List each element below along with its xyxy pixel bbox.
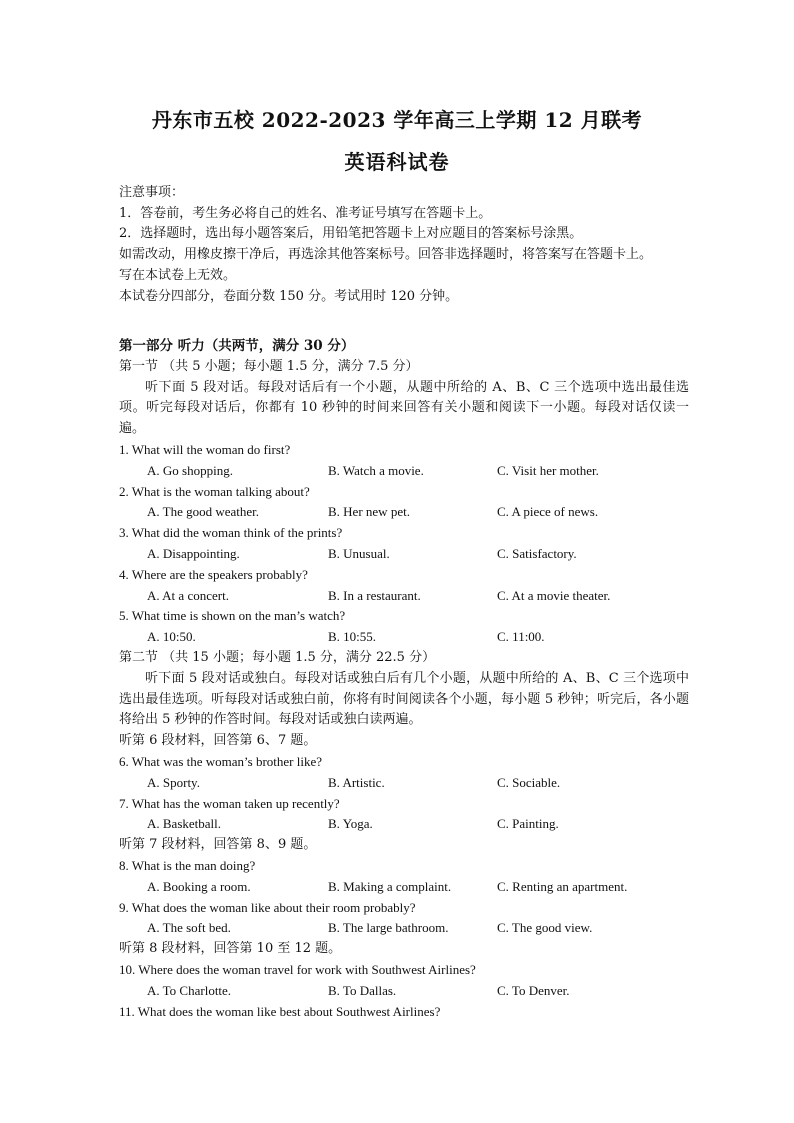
option-b: B. Yoga. (328, 816, 373, 832)
option-a: A. To Charlotte. (147, 982, 232, 998)
option-c: C. Renting an apartment. (497, 878, 628, 894)
section1-heading: 第一节 （共 5 小题；每小题 1.5 分，满分 7.5 分） (119, 358, 419, 374)
option-b: B. The large bathroom. (328, 920, 449, 936)
section2-instructions: 听下面 5 段对话或独白。每段对话或独白后有几个小题，从题中所给的 A、B、C 三个选项中选出最佳选项。听每段对话或独白前，你将有时间阅读各个小题，每小题 5 秒钟；听完后，各小题将给出 5 秒钟的作答时间。每段对话或独白读两遍。 (119, 670, 689, 728)
answer-options (119, 586, 689, 607)
option-c: C. 11:00. (497, 629, 545, 645)
notes-line: 1．答卷前，考生务必将自己的姓名、准考证号填写在答题卡上。 (119, 205, 492, 221)
notes-line: 2．选择题时，选出每小题答案后，用铅笔把答题卡上对应题目的答案标号涂黑。 (119, 226, 583, 242)
option-a: A. At a concert. (147, 587, 229, 603)
option-c: C. At a movie theater. (497, 587, 611, 603)
question-text: 11. What does the woman like best about Southwest Airlines? (119, 1003, 441, 1019)
option-a: A. Disappointing. (147, 545, 240, 561)
exam-title: 丹东市五校 2022-2023 学年高三上学期 12 月联考 (151, 108, 643, 132)
option-c: C. Visit her mother. (497, 462, 599, 478)
material-label: 听第 6 段材料，回答第 6、7 题。 (119, 733, 317, 749)
question-text: 5. What time is shown on the man’s watch? (119, 608, 346, 624)
answer-options (119, 814, 689, 835)
notes-block (119, 183, 689, 307)
question-text: 9. What does the woman like about their room probably? (119, 899, 416, 915)
question-text: 4. Where are the speakers probably? (119, 566, 308, 582)
option-b: B. To Dallas. (328, 982, 397, 998)
answer-options (119, 773, 689, 794)
answer-options (119, 461, 689, 482)
option-a: A. Go shopping. (147, 462, 233, 478)
option-b: B. Her new pet. (328, 504, 410, 520)
section2-heading: 第二节 （共 15 小题；每小题 1.5 分，满分 22.5 分） (119, 649, 436, 665)
option-b: B. 10:55. (328, 629, 377, 645)
question-text: 10. Where does the woman travel for work with Southwest Airlines? (119, 961, 476, 977)
option-c: C. Sociable. (497, 774, 561, 790)
option-a: A. 10:50. (147, 629, 196, 645)
option-a: A. Booking a room. (147, 878, 251, 894)
notes-line: 写在本试卷上无效。 (119, 267, 237, 283)
notes-line: 本试卷分四部分，卷面分数 150 分。考试用时 120 分钟。 (119, 288, 459, 304)
notes-heading: 注意事项： (119, 185, 185, 200)
question-text: 1. What will the woman do first? (119, 441, 291, 457)
answer-options (119, 627, 689, 648)
option-c: C. The good view. (497, 920, 593, 936)
answer-options (119, 981, 689, 1002)
answer-options (119, 502, 689, 523)
answer-options (119, 918, 689, 939)
answer-options (119, 877, 689, 898)
option-a: A. Sporty. (147, 774, 200, 790)
question-text: 6. What was the woman’s brother like? (119, 753, 323, 769)
option-b: B. Watch a movie. (328, 462, 424, 478)
notes-line: 如需改动，用橡皮擦干净后，再选涂其他答案标号。回答非选择题时，将答案写在答题卡上。 (119, 247, 653, 263)
question-text: 7. What has the woman taken up recently? (119, 795, 340, 811)
option-b: B. In a restaurant. (328, 587, 421, 603)
question-text: 3. What did the woman think of the prints? (119, 525, 343, 541)
question-text: 2. What is the woman talking about? (119, 483, 310, 499)
question-text: 8. What is the man doing? (119, 857, 256, 873)
option-a: A. The good weather. (147, 504, 260, 520)
option-a: A. The soft bed. (147, 920, 231, 936)
option-b: B. Making a complaint. (328, 878, 452, 894)
option-b: B. Unusual. (328, 545, 390, 561)
option-b: B. Artistic. (328, 774, 385, 790)
material-label: 听第 7 段材料，回答第 8、9 题。 (119, 837, 317, 853)
option-c: C. Painting. (497, 816, 559, 832)
option-c: C. To Denver. (497, 982, 570, 998)
answer-options (119, 544, 689, 565)
option-c: C. Satisfactory. (497, 545, 577, 561)
option-a: A. Basketball. (147, 816, 222, 832)
material-label: 听第 8 段材料，回答第 10 至 12 题。 (119, 941, 342, 957)
section1-instructions: 听下面 5 段对话。每段对话后有一个小题，从题中所给的 A、B、C 三个选项中选出最佳选项。听完每段对话后，你都有 10 秒钟的时间来回答有关小题和阅读下一小题。每段对话仅读一遍。 (119, 379, 689, 437)
exam-subtitle: 英语科试卷 (344, 150, 450, 174)
option-c: C. A piece of news. (497, 504, 599, 520)
part1-heading: 第一部分 听力（共两节，满分 30 分） (119, 338, 355, 354)
part1-content (119, 336, 689, 1022)
